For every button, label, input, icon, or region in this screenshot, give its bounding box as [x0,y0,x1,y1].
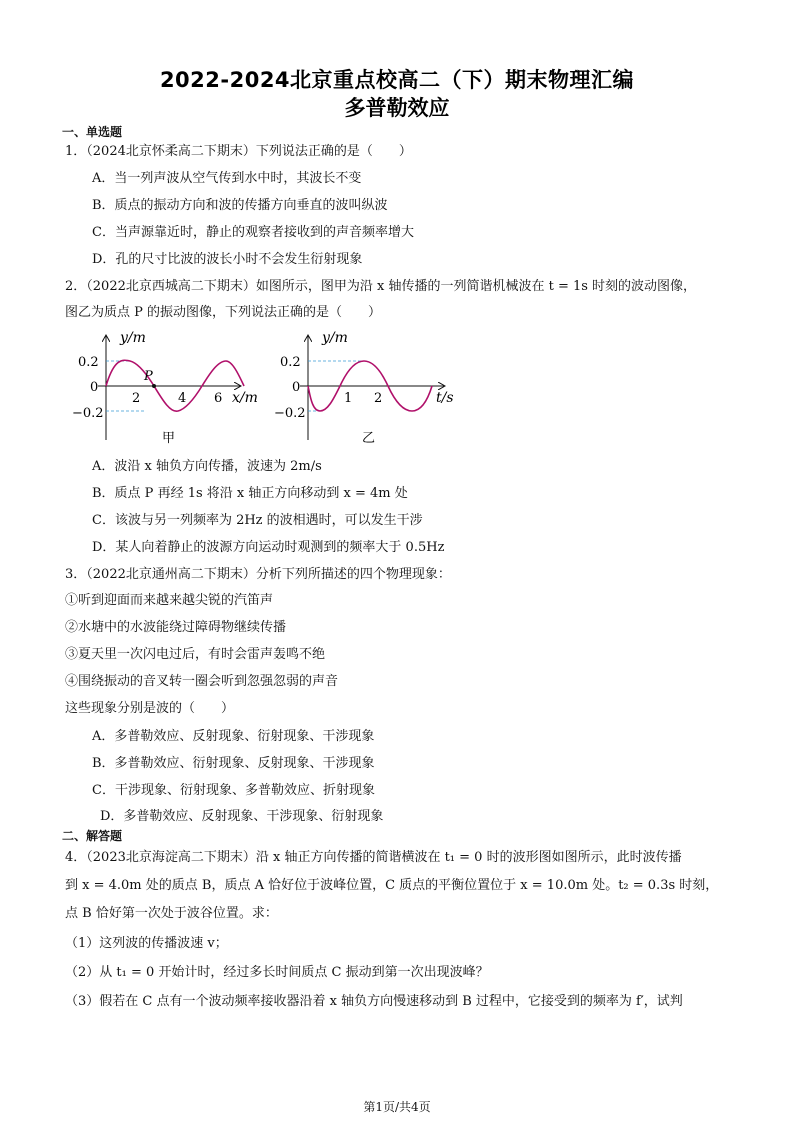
question-2-option-b: B．质点 P 再经 1s 将沿 x 轴正方向移动到 x = 4m 处 [92,486,408,501]
question-3-item-1: ①听到迎面而来越来越尖锐的汽笛声 [65,593,274,608]
fig-a-point-label: P [144,369,153,384]
fig-b-ytick-top: 0.2 [280,355,301,370]
fig-b-xlabel: t/s [436,390,454,406]
fig-b-ylabel: y/m [322,330,348,346]
question-2-stem-line1: 2．（2022北京西城高二下期末）如图所示，图甲为沿 x 轴传播的一列简谐机械波在 t = 1s 时刻的波动图像， [65,279,697,294]
question-3-option-d: D．多普勒效应、反射现象、干涉现象、衍射现象 [100,809,384,824]
question-2-stem-line2: 图乙为质点 P 的振动图像，下列说法正确的是（ ） [65,305,382,320]
document-subtitle: 多普勒效应 [344,96,450,120]
section-heading-single-choice: 一、单选题 [62,125,123,139]
fig-b-xtick-1: 1 [344,391,353,406]
question-1-option-b: B．质点的振动方向和波的传播方向垂直的波叫纵波 [92,198,388,213]
question-4-stem-line3: 点 B 恰好第一次处于波谷位置。求： [65,906,278,921]
question-1-option-c: C．当声源靠近时，静止的观察者接收到的声音频率增大 [92,225,414,240]
question-3-option-a: A．多普勒效应、反射现象、衍射现象、干涉现象 [92,729,375,744]
fig-a-ylabel: y/m [120,330,146,346]
question-1-option-d: D．孔的尺寸比波的波长小时不会发生衍射现象 [92,252,363,267]
fig-a-xlabel: x/m [232,390,258,406]
question-3-item-3: ③夏天里一次闪电过后，有时会雷声轰鸣不绝 [65,647,326,662]
fig-a-point-p [152,384,156,388]
question-3-option-b: B．多普勒效应、衍射现象、反射现象、干涉现象 [92,756,375,771]
section-heading-answer: 二、解答题 [62,829,123,843]
question-3-stem: 3．（2022北京通州高二下期末）分析下列所描述的四个物理现象： [65,567,451,582]
fig-a-ytick-zero: 0 [90,380,99,395]
figure-vibration-graph [272,328,472,446]
question-4-stem-line1: 4．（2023北京海淀高二下期末）沿 x 轴正方向传播的简谐横波在 t₁ = 0 时的波形图如图所示，此时波传播 [65,850,682,865]
fig-a-xtick-4: 4 [178,391,187,406]
figure-wave-graph [70,328,270,446]
question-1-option-a: A．当一列声波从空气传到水中时，其波长不变 [92,171,362,186]
question-2-option-d: D．某人向着静止的波源方向运动时观测到的频率大于 0.5Hz [92,540,445,555]
question-3-item-2: ②水塘中的水波能绕过障碍物继续传播 [65,620,287,635]
fig-a-xtick-6: 6 [214,391,223,406]
fig-b-ytick-bottom: −0.2 [274,406,306,421]
question-2-option-c: C．该波与另一列频率为 2Hz 的波相遇时，可以发生干涉 [92,513,423,528]
question-4-part-2: （2）从 t₁ = 0 开始计时，经过多长时间质点 C 振动到第一次出现波峰？ [65,965,489,980]
question-3-option-c: C．干涉现象、衍射现象、多普勒效应、折射现象 [92,783,375,798]
fig-a-ytick-top: 0.2 [78,355,99,370]
question-2-option-a: A．波沿 x 轴负方向传播，波速为 2m/s [92,459,322,474]
page-number: 第1页/共4页 [363,1100,431,1114]
fig-b-caption: 乙 [362,431,376,446]
question-1-stem: 1．（2024北京怀柔高二下期末）下列说法正确的是（ ） [65,144,412,159]
question-3-item-4: ④围绕振动的音叉转一圈会听到忽强忽弱的声音 [65,674,339,689]
fig-a-xtick-2: 2 [132,391,141,406]
question-3-ask: 这些现象分别是波的（ ） [65,701,235,716]
fig-b-xtick-2: 2 [374,391,383,406]
fig-b-ytick-zero: 0 [292,380,301,395]
question-4-stem-line2: 到 x = 4.0m 处的质点 B，质点 A 恰好位于波峰位置，C 质点的平衡位置位于 x = 10.0m 处。t₂ = 0.3s 时刻， [65,878,719,893]
question-4-part-1: （1）这列波的传播波速 v； [65,936,228,951]
fig-a-caption: 甲 [162,431,176,446]
fig-a-ytick-bottom: −0.2 [72,406,104,421]
document-title: 2022-2024北京重点校高二（下）期末物理汇编 [159,68,635,92]
question-4-part-3: （3）假若在 C 点有一个波动频率接收器沿着 x 轴负方向慢速移动到 B 过程中，它接受到的频率为 f′，试判 [65,994,683,1009]
